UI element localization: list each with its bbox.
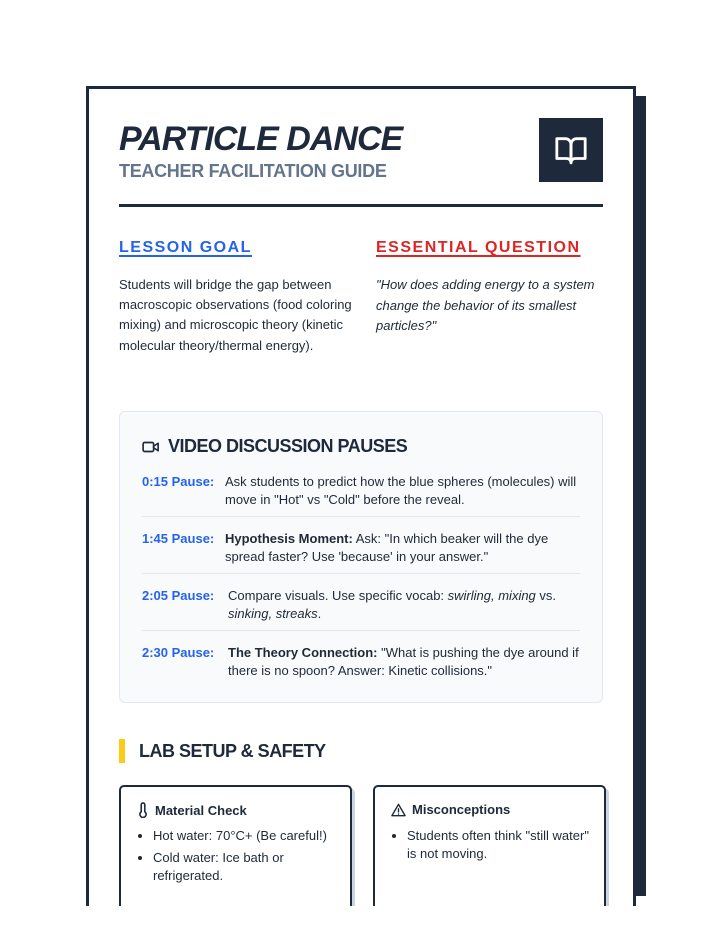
list-item: • Hot water: 70°C+ (Be careful!) (153, 827, 338, 845)
essential-question-text: "How does adding energy to a system change the behavior of its smallest particles?" (376, 277, 595, 333)
pause-body: vs. (535, 588, 557, 603)
lab-accent-bar (119, 739, 125, 763)
lesson-goal-heading: LESSON GOAL (119, 239, 252, 256)
lesson-goal-text: Students will bridge the gap between macroscopic observations (food coloring mixing) and microscopic theory (kinetic molecular theory/thermal energy). (119, 277, 352, 353)
misconceptions-label: Misconceptions (412, 802, 511, 817)
pause-item (142, 530, 580, 566)
material-check-label: Material Check (155, 802, 247, 818)
page-subtitle: TEACHER FACILITATION GUIDE (119, 161, 387, 181)
pause-strong: The Theory Connection: (228, 645, 378, 660)
book-icon (554, 133, 588, 167)
pause-text: Ask students to predict how the blue spheres (molecules) will move in "Hot" vs "Cold" before the reveal. (225, 474, 577, 507)
pause-emphasis: swirling, mixing (447, 588, 536, 603)
pause-time: 2:30 Pause: (142, 645, 215, 660)
video-heading (142, 436, 407, 457)
page-title: PARTICLE DANCE (119, 120, 403, 158)
pause-divider (142, 516, 580, 517)
pause-item (142, 587, 580, 623)
pause-divider (142, 630, 580, 631)
material-check-card (119, 785, 352, 906)
pause-body: . (317, 606, 322, 621)
pause-text (228, 587, 580, 623)
thermometer-icon (137, 802, 149, 818)
pause-body: "What is pushing the dye around if there is no spoon? Answer: Kinetic collisions." (228, 645, 579, 678)
warning-icon (391, 803, 406, 817)
video-discussion-panel (119, 411, 603, 703)
pause-divider (142, 573, 580, 574)
lab-heading: LAB SETUP & SAFETY (139, 741, 326, 761)
essential-question-heading: ESSENTIAL QUESTION (376, 239, 581, 256)
list-item: • Cold water: Ice bath or refrigerated. (153, 849, 338, 885)
material-check-list (153, 827, 338, 889)
pause-strong: Hypothesis Moment: (225, 531, 353, 546)
book-badge (539, 118, 603, 182)
material-check-heading (137, 802, 247, 818)
pause-time: 1:45 Pause: (142, 531, 215, 546)
misconceptions-list (407, 827, 592, 867)
pause-time: 2:05 Pause: (142, 588, 215, 603)
guide-card (86, 86, 636, 906)
list-item: • Students often think "still water" is not moving. (407, 827, 592, 863)
pause-time: 0:15 Pause: (142, 474, 215, 489)
pause-body: Ask: "In which beaker will the dye spread faster? Use 'because' in your answer." (225, 531, 549, 564)
pause-body: Compare visuals. Use specific vocab: (228, 588, 448, 603)
video-heading-label: VIDEO DISCUSSION PAUSES (168, 436, 408, 456)
pause-item (142, 473, 580, 509)
pause-item (142, 644, 580, 680)
pause-emphasis: sinking, streaks (228, 606, 318, 621)
pause-text (225, 530, 580, 566)
header-divider (119, 204, 603, 207)
misconceptions-heading (391, 802, 510, 817)
misconceptions-card (373, 785, 606, 906)
video-camera-icon (142, 440, 160, 454)
pause-text (228, 644, 580, 680)
